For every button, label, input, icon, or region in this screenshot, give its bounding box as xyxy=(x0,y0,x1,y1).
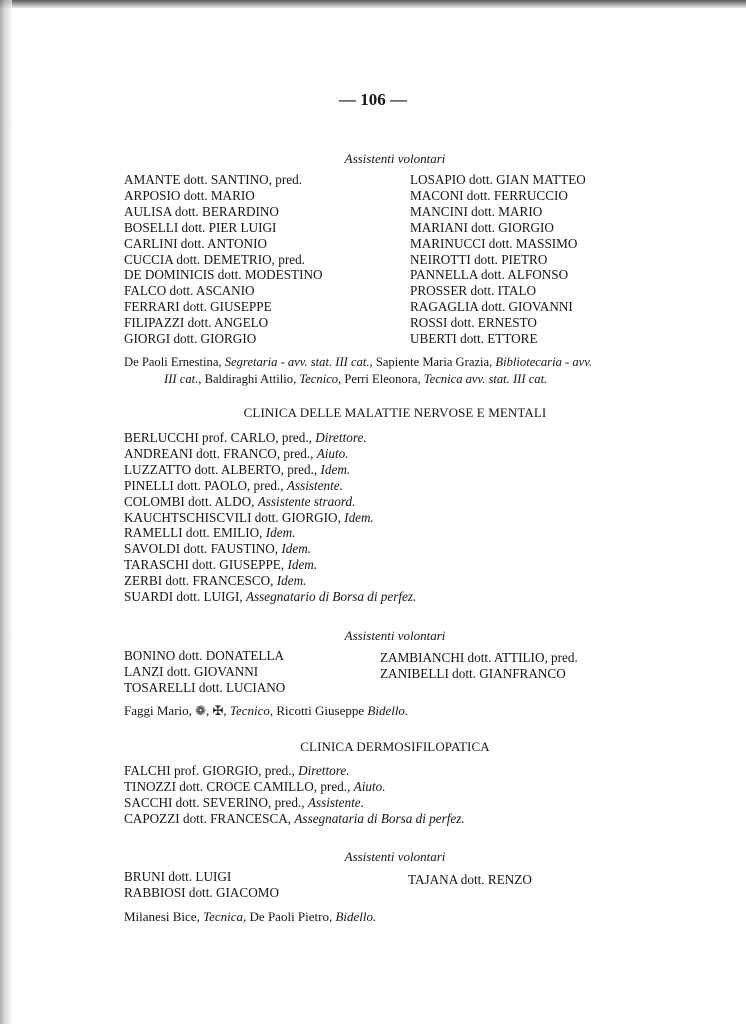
staff-role: Tecnica, xyxy=(203,909,247,924)
member-role: Assistente. xyxy=(286,477,343,493)
staff-text: De Paoli Pietro, xyxy=(246,909,336,924)
staff-role: Segretaria - avv. stat. III cat. xyxy=(224,355,370,369)
volunteer-name: UBERTI dott. ETTORE xyxy=(410,331,538,347)
staff-text: Milanesi Bice, xyxy=(124,909,204,924)
member-name: SAVOLDI dott. FAUSTINO, xyxy=(124,541,282,557)
volunteer-name: TOSARELLI dott. LUCIANO xyxy=(124,679,286,695)
member-role: Direttore. xyxy=(298,763,350,778)
member-role: Assegnatario di Borsa di perfez. xyxy=(245,589,417,605)
member-entry xyxy=(124,430,416,446)
volunteer-name: MANCINI dott. MARIO xyxy=(410,203,543,219)
member-name: COLOMBI dott. ALDO, xyxy=(124,493,258,509)
staff-role: Bidello. xyxy=(335,909,377,924)
member-role: Assistente straord. xyxy=(257,493,356,509)
staff-text: , Baldiraghi Attilio, xyxy=(198,372,300,386)
member-name: PINELLI dott. PAOLO, pred., xyxy=(124,477,287,493)
volunteer-name: BOSELLI dott. PIER LUIGI xyxy=(124,219,277,235)
member-role: Assegnataria di Borsa di perfez. xyxy=(294,810,465,826)
member-role: Idem. xyxy=(276,573,307,589)
member-entry xyxy=(124,494,416,510)
volunteer-name: NEIROTTI dott. PIETRO xyxy=(410,251,548,267)
staff-text: Faggi Mario, ❁, ✠, xyxy=(124,703,230,718)
member-role: Idem. xyxy=(320,461,351,477)
member-entry xyxy=(124,462,416,478)
section2-staff-note xyxy=(124,703,408,719)
member-entry xyxy=(124,525,416,541)
volunteer-name: ZAMBIANCHI dott. ATTILIO, pred. xyxy=(380,650,578,665)
volunteer-name: CARLINI dott. ANTONIO xyxy=(124,235,267,251)
volunteer-name: FERRARI dott. GIUSEPPE xyxy=(124,299,272,315)
member-entry xyxy=(124,589,416,605)
staff-text: De Paoli Ernestina, xyxy=(124,355,225,369)
staff-role: III cat. xyxy=(164,372,199,386)
member-role: Direttore. xyxy=(315,430,367,445)
member-name: ANDREANI dott. FRANCO, pred., xyxy=(124,445,317,461)
staff-role: Tecnico xyxy=(229,703,270,718)
staff-role: Tecnica avv. stat. III cat. xyxy=(423,372,548,386)
member-role: Idem. xyxy=(281,541,312,557)
staff-text: , Sapiente Maria Grazia, xyxy=(369,355,496,369)
member-role: Aiuto. xyxy=(353,778,386,794)
page-number: — 106 — xyxy=(339,90,407,109)
staff-note-line2 xyxy=(124,371,684,388)
section2-title: CLINICA DELLE MALATTIE NERVOSE E MENTALI xyxy=(243,405,547,420)
member-role: Idem. xyxy=(287,557,318,573)
volunteer-name: CUCCIA dott. DEMETRIO, pred. xyxy=(124,251,305,267)
volunteer-name: RABBIOSI dott. GIACOMO xyxy=(124,884,279,900)
member-name: BERLUCCHI prof. CARLO, pred., xyxy=(124,430,316,445)
staff-text: , Ricotti Giuseppe xyxy=(269,703,368,718)
section3-volunteers-right xyxy=(408,872,532,888)
member-entry xyxy=(124,763,465,779)
member-name: SUARDI dott. LUIGI, xyxy=(124,589,246,605)
volunteer-name: MARINUCCI dott. MASSIMO xyxy=(410,235,578,251)
section3-members xyxy=(124,763,465,827)
section3-volunteers-left xyxy=(124,869,279,901)
scan-edge-top xyxy=(0,0,746,8)
volunteer-name: AULISA dott. BERARDINO xyxy=(124,203,279,219)
volunteer-name: ZANIBELLI dott. GIANFRANCO xyxy=(380,665,566,681)
section2-volunteers-left xyxy=(124,648,285,696)
member-entry xyxy=(124,557,416,573)
volunteer-name: BRUNI dott. LUIGI xyxy=(124,869,232,884)
member-entry xyxy=(124,510,416,526)
member-entry xyxy=(124,779,465,795)
volunteer-name: MACONI dott. FERRUCCIO xyxy=(410,187,568,203)
section1-right-column xyxy=(410,172,586,347)
section1-left-column xyxy=(124,172,323,347)
section1-subtitle: Assistenti volontari xyxy=(344,151,446,166)
volunteer-name: ARPOSIO dott. MARIO xyxy=(124,187,255,203)
member-name: KAUCHTSCHISCVILI dott. GIORGIO, xyxy=(124,509,345,525)
member-entry xyxy=(124,478,416,494)
volunteer-name: GIORGI dott. GIORGIO xyxy=(124,331,257,347)
member-name: CAPOZZI dott. FRANCESCA, xyxy=(124,810,295,826)
section1-staff-note xyxy=(124,354,684,388)
member-name: RAMELLI dott. EMILIO, xyxy=(124,525,266,541)
volunteer-name: LOSAPIO dott. GIAN MATTEO xyxy=(410,172,586,187)
member-entry xyxy=(124,811,465,827)
volunteer-name: AMANTE dott. SANTINO, pred. xyxy=(124,172,303,187)
staff-role: Bibliotecaria - avv. xyxy=(495,355,593,369)
member-role: Assistente. xyxy=(307,794,364,810)
volunteer-name: RAGAGLIA dott. GIOVANNI xyxy=(410,299,573,315)
member-role: Aiuto. xyxy=(316,445,349,461)
volunteer-name: FILIPAZZI dott. ANGELO xyxy=(124,315,269,331)
volunteer-name: DE DOMINICIS dott. MODESTINO xyxy=(124,267,323,283)
volunteer-name: PANNELLA dott. ALFONSO xyxy=(410,267,569,283)
section3-subtitle: Assistenti volontari xyxy=(344,849,446,864)
section2-subtitle: Assistenti volontari xyxy=(344,628,446,643)
volunteer-name: BONINO dott. DONATELLA xyxy=(124,648,285,663)
section2-members xyxy=(124,430,416,605)
volunteer-name: TAJANA dott. RENZO xyxy=(408,872,532,887)
section3-staff-note xyxy=(124,909,376,925)
member-name: TINOZZI dott. CROCE CAMILLO, pred., xyxy=(124,778,354,794)
member-name: LUZZATTO dott. ALBERTO, pred., xyxy=(124,461,321,477)
member-name: FALCHI prof. GIORGIO, pred., xyxy=(124,763,299,778)
member-role: Idem. xyxy=(344,509,374,525)
member-name: SACCHI dott. SEVERINO, pred., xyxy=(124,794,308,810)
member-name: TARASCHI dott. GIUSEPPE, xyxy=(124,557,288,573)
volunteer-name: FALCO dott. ASCANIO xyxy=(124,283,255,299)
volunteer-name: LANZI dott. GIOVANNI xyxy=(124,663,259,679)
staff-text: , Perri Eleonora, xyxy=(338,372,424,386)
member-entry xyxy=(124,573,416,589)
member-role: Idem. xyxy=(265,525,296,541)
member-entry xyxy=(124,446,416,462)
section2-volunteers-right xyxy=(380,650,578,682)
member-entry xyxy=(124,541,416,557)
member-name: ZERBI dott. FRANCESCO, xyxy=(124,573,277,589)
staff-role: Bidello. xyxy=(367,703,409,718)
member-entry xyxy=(124,795,465,811)
volunteer-name: PROSSER dott. ITALO xyxy=(410,283,537,299)
volunteer-name: ROSSI dott. ERNESTO xyxy=(410,315,537,331)
section3-title: CLINICA DERMOSIFILOPATICA xyxy=(300,739,490,754)
volunteer-name: MARIANI dott. GIORGIO xyxy=(410,219,554,235)
staff-role: Tecnico xyxy=(299,372,339,386)
